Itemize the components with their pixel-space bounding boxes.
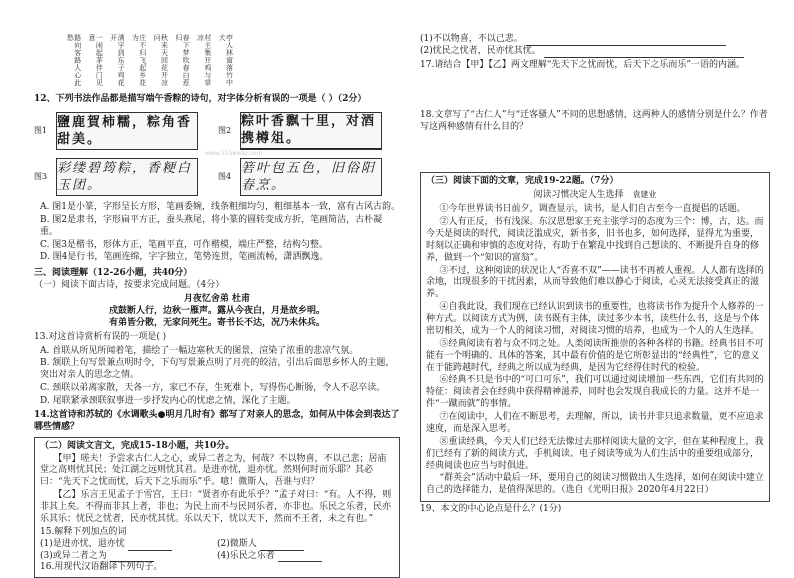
q15-item-4: (4)乐民之乐者 <box>217 551 394 563</box>
paragraph-3: ③不过，这种阅读的状况让人“否喜不双”——读书不再被人重视。人人都有选择的余地，出现很多的干扰因素，从而导致他们难以静心于阅读，心灵无法接受真正的滋养。 <box>426 265 764 300</box>
paragraph-1: ①今年世界读书日前夕，调查显示，读书，是人们自古至今一直提倡的话题。 <box>439 204 746 215</box>
vertical-poem-block <box>66 34 400 92</box>
calligraphy-text-3: 彩缕碧筠粽，香粳白玉团。 <box>57 160 193 193</box>
passage-yi: 【乙】乐言王见孟子于雪宫，王曰：“贤者亦有此乐乎？”孟子对曰：“有。人不得，则非其上矣。不得而非其上者，非也；为民上而不与民同乐者，亦非也。乐民之乐者，民亦乐其乐；忧民之忧者，民亦忧其忧。乐以天下，忧以天下，然而不王者，未之有也。” <box>40 490 392 524</box>
paragraph-8: ⑧重读经典，今天人们已经无法像过去那样阅读大量的文字，但在某种程度上，我们已经有了新的阅读方式，手机阅读、电子阅读等成为人们生活中的重要组成部分，经典阅读也应当与时俱进。 <box>426 436 764 471</box>
figure-1 <box>34 112 204 150</box>
poem-column: 庄不归飞起乡花为 <box>131 34 147 87</box>
poem-column: 春下梦吹春白惹归 <box>174 34 191 87</box>
q12-option-b: B. 图2是隶书，字形扁平方正，蚕头燕尾，将小篆的圆转变成方折，笔画简洁，古朴凝重。 <box>40 214 383 237</box>
question-14-stem: 14.这首诗和苏轼的《水调歌头●明月几时有》都写了对亲人的思念，如何从中体会到表达了哪些情感？ <box>34 409 400 432</box>
poem-column: 满宇到东子鸡花开 <box>109 34 126 87</box>
q15-items <box>40 539 394 563</box>
classical-section-header: （二）阅读文言文，完成15-18小题，共10分。 <box>40 440 235 451</box>
poem-column: 亭人林窗落竹中犬 <box>218 34 234 87</box>
left-column <box>34 34 400 578</box>
q15-item-3: (3)或异二者之为 <box>40 551 217 563</box>
figure-4-label: 图4 <box>218 171 232 181</box>
paragraph-9: “群英会”活动中最后一环，要用自己的阅读习惯做出人生选择，如何在阅读中建立自己的选择能力，是值得深思的。（选自《光明日报》2020年4月22日） <box>426 473 764 496</box>
q12-option-d: D. 图4是行书，笔画连绵，字字独立，笔势连贯，笔画流畅，潇洒飘逸。 <box>40 252 329 263</box>
poem-column: 秋来天回花开凉问 <box>153 34 169 87</box>
poem-section-header: （一）阅读下面古诗，按要求完成问题。（4分） <box>34 280 225 291</box>
source-watermark: www.5156edu.com <box>205 150 263 157</box>
translation-item-1: (1)不以物喜，不以己悲。 <box>420 34 770 46</box>
poem-title: 月夜忆舍弟 杜甫 <box>183 294 251 304</box>
q15-item-2: (2)微斯人 <box>217 539 394 551</box>
answer-blank[interactable] <box>526 36 726 46</box>
poem-column: 村主集开鸡与草凉 <box>196 34 212 87</box>
section-3-header: （三）阅读下面的文章，完成19-22题。（7分） <box>426 176 619 187</box>
answer-blank[interactable] <box>278 552 322 562</box>
translation-item-2: (2)忧民之忧者，民亦忧其忧。 <box>420 46 770 58</box>
answer-space-17[interactable] <box>420 74 770 108</box>
paragraph-5: ⑤经典阅读有着与众不同之处。人类阅读所推崇的各种各样的书籍。经典书目不可能有一个明确的、具体的答案，其中最有价值的是它所彰显出的“经典性”，它的意义在于能跨越时代，经典之所以成为经典，是因为它经得住时代的检验。 <box>426 338 764 373</box>
calligraphy-text-4: 箬叶包五色，旧俗阳春烹。 <box>241 160 377 193</box>
q13-option-b: B. 颔联上句写景兼点明时令，下句写景兼点明了月亮的皎洁，引出后面思乡怀人的主题，突出对亲人的思念之情。 <box>40 358 395 381</box>
q12-option-c: C. 图3是楷书，形体方正，笔画平直，可作楷模，端庄严整，结构匀整。 <box>40 239 329 250</box>
answer-blank[interactable] <box>544 48 744 58</box>
answer-blank[interactable] <box>128 541 172 551</box>
calligraphy-image-3 <box>56 158 198 196</box>
q12-option-a: A. 图1是小篆，字形呈长方形，笔画委婉，线条粗细均匀，粗细基本一致，富有古风古韵。 <box>40 201 400 212</box>
question-19-stem: 19、本文的中心论点是什么？(1分) <box>420 504 562 515</box>
q13-option-a: A. 首联从所见所闻着笔，描绘了一幅边塞秋天的图景，渲染了浓重的悲凉气氛。 <box>40 345 359 356</box>
article-title: 阅读习惯决定人生选择 <box>533 190 624 201</box>
answer-blank[interactable] <box>110 552 154 562</box>
paragraph-4: ④自我此设，我们现在已经认识到读书的重要性，也将读书作为提升个人修养的一种方式。以阅读方式为例，读书既有主体，读过多少本书，读些什么书，这是与个体密切相关，成为一个人的阅读习惯，对阅读习惯的培养，也成为一个人的人生选择。 <box>426 302 764 336</box>
figure-1-label: 图1 <box>34 125 48 135</box>
paragraph-7: ⑦在阅读中，人们在不断思考，去理解，所以，读书并非只追求数量，更不应追求速度，而是深入思考。 <box>426 412 764 434</box>
question-13-stem: 13.对这首诗赏析有误的一项是( ) <box>34 331 167 342</box>
poem-column: 一闲起茅伴门见意 <box>88 34 104 87</box>
right-column <box>420 34 770 518</box>
poem-column: 路向客路人心此愁 <box>66 34 82 87</box>
question-15-stem: 15.解释下列加点的词 <box>40 526 127 537</box>
reading-section-title: 三、阅读理解（12-26小题，共40分） <box>34 268 193 279</box>
calligraphy-image-1 <box>56 112 198 150</box>
article-author: 袁建业 <box>632 190 657 200</box>
paragraph-2: ②人有正反，书有浅深。东汉思想家王充主张学习的态度为三个：博，古，达。而今天是阅读的时代，阅读泛滥成灾，新书多，旧书也多，如何选择，显得尤为重要，时刻以正确和审慎的态度对待，有助于在繁乱中找到自己想读的、不断提升自身的修养，做到一个“知识的富翁”。 <box>426 217 764 263</box>
calligraphy-image-2 <box>240 112 382 150</box>
figure-2 <box>218 112 388 150</box>
calligraphy-text-2: 粽叶香飘十里，对酒携樽俎。 <box>241 113 381 148</box>
question-17-stem: 17.请结合【甲】【乙】两文理解“先天下之忧而忧，后天下之乐而乐”一语的内涵。 <box>420 59 746 70</box>
figure-4 <box>218 158 388 196</box>
passage-jia: 【甲】嗟夫！予尝求古仁人之心，或异二者之为，何哉？不以物喜，不以己悲；居庙堂之高则忧其民；处江湖之远则忧其君。是进亦忧，退亦忧。然则何时而乐耶？其必曰：“先天下之忧而忧，后天下之乐而乐”乎。噫！微斯人，吾谁与归？ <box>40 453 387 488</box>
question-12-stem: 12、下列书法作品都是描写端午香粽的诗句，对字体分析有误的一项是（ ）（2分） <box>34 94 367 104</box>
calligraphy-image-4 <box>240 158 382 196</box>
poem-line-1: 戍鼓断人行，边秋一雁声。露从今夜白，月是故乡明。 <box>108 305 325 316</box>
calligraphy-text-1: 鹽鹿賀柿糯，粽角香甜美。 <box>57 114 193 147</box>
q15-item-1: (1)是进亦忧，退亦忧 <box>40 539 217 551</box>
q13-option-d: D. 尾联紧承颈联叙事进一步抒发内心的忧虑之情，深化了主题。 <box>40 396 296 406</box>
figure-3 <box>34 158 204 196</box>
poem-line-2: 有弟皆分散，无家问死生。寄书长不达，况乃未休兵。 <box>108 317 325 328</box>
answer-space-18[interactable] <box>420 135 770 169</box>
question-16-stem: 16.用现代汉语翻译下列句子。 <box>40 562 163 573</box>
paragraph-6: ⑥经典不只是书中的“可口可乐”，我们可以通过阅读增加一些东西，它们有共同的特征：阅读者会在经典中获得精神滋养，同时也会发现自我成长的力量。这并不是一件“一蹴而就”的事情。 <box>426 375 764 410</box>
question-18-stem: 18.文章写了“古仁人”与“迁客骚人”不同的思想感情，这两种人的感情分别是什么？作者写这两种感情有什么目的？ <box>420 109 768 132</box>
modern-reading-section <box>420 172 770 502</box>
figure-3-label: 图3 <box>34 171 48 181</box>
article-title-line <box>426 190 764 202</box>
figure-2-label: 图2 <box>218 125 232 135</box>
q13-option-c: C. 颈联以弟离家散，天各一方，家已不存，生死难卜，写得伤心断肠，令人不忍卒读。 <box>40 383 386 394</box>
answer-blank[interactable] <box>260 541 304 551</box>
classical-chinese-section <box>34 437 400 578</box>
